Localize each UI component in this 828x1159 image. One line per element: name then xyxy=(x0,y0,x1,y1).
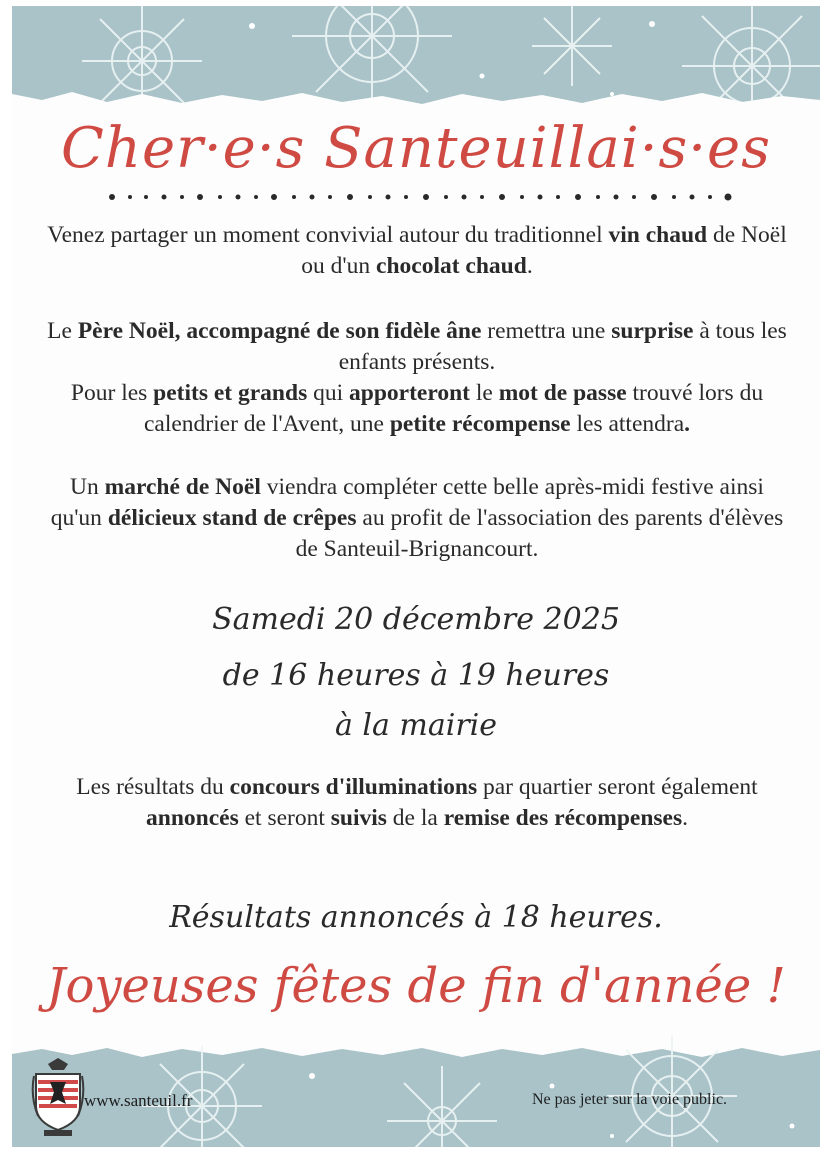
text-span: de la xyxy=(386,805,444,831)
bold-text: . xyxy=(684,411,691,437)
snowflake-pattern-icon xyxy=(12,6,820,118)
text-span: Le xyxy=(47,318,78,344)
paragraph-market xyxy=(42,472,792,565)
text-span: Les résultats du xyxy=(76,774,230,800)
bold-text: petite récompense xyxy=(389,411,571,437)
bold-text: petits et grands xyxy=(153,380,308,406)
text-span: Pour les xyxy=(70,380,154,406)
text-span: remettra une xyxy=(481,318,612,344)
text-span: qui xyxy=(307,380,349,406)
bold-text: apporteront xyxy=(349,380,470,406)
text-span: au profit de l'association des parents d'élèves de Santeuil-Brignancourt. xyxy=(295,505,784,562)
text-span: Un xyxy=(70,474,105,500)
bold-text: annoncés xyxy=(146,805,239,831)
text-span: Venez partager un moment convivial autour du traditionnel xyxy=(47,222,609,248)
bold-text: Père Noël, accompagné de son fidèle âne xyxy=(77,318,482,344)
event-hours: de 16 heures à 19 heures xyxy=(222,658,610,693)
flyer xyxy=(12,6,820,1147)
bold-text: remise des récompenses xyxy=(443,805,683,831)
town-crest-icon xyxy=(30,1056,86,1138)
text-span: viendra compléter cette belle après-midi festive ainsi qu'un xyxy=(50,474,764,531)
paragraph-illuminations xyxy=(42,772,792,834)
text-span: de Noël ou d'un xyxy=(301,222,787,279)
bold-text: marché de Noël xyxy=(104,474,261,500)
text-span: et seront xyxy=(238,805,331,831)
text-span: à tous les enfants présents. xyxy=(338,318,787,375)
results-time: Résultats annoncés à 18 heures. xyxy=(169,900,663,935)
disposal-notice: Ne pas jeter sur la voie public. xyxy=(532,1091,728,1108)
event-place: à la mairie xyxy=(334,708,498,743)
greeting-title: Cher·e·s Santeuillai·s·es xyxy=(61,116,771,181)
closing-greeting: Joyeuses fêtes de fin d'année ! xyxy=(46,958,786,1014)
bold-text: chocolat chaud xyxy=(376,253,527,279)
text-span: les attendra xyxy=(570,411,685,437)
bold-text: surprise xyxy=(611,318,694,344)
bold-text: délicieux stand de crêpes xyxy=(107,505,357,531)
text-span: par quartier seront également xyxy=(477,774,758,800)
text-span: . xyxy=(526,253,533,279)
paragraph-drinks xyxy=(42,220,792,282)
text-span: . xyxy=(682,805,688,831)
dotted-divider xyxy=(108,192,732,202)
bold-text: suivis xyxy=(330,805,387,831)
text-span: le xyxy=(469,380,499,406)
bold-text: vin chaud xyxy=(608,222,708,248)
paragraph-santa xyxy=(42,316,792,440)
bold-text: mot de passe xyxy=(498,380,627,406)
website-link[interactable]: www.santeuil.fr xyxy=(84,1091,193,1110)
bold-text: concours d'illuminations xyxy=(229,774,478,800)
event-date: Samedi 20 décembre 2025 xyxy=(212,602,620,637)
text-span: trouvé lors du calendrier de l'Avent, une xyxy=(143,380,764,437)
snowflake-banner-top xyxy=(12,6,820,118)
